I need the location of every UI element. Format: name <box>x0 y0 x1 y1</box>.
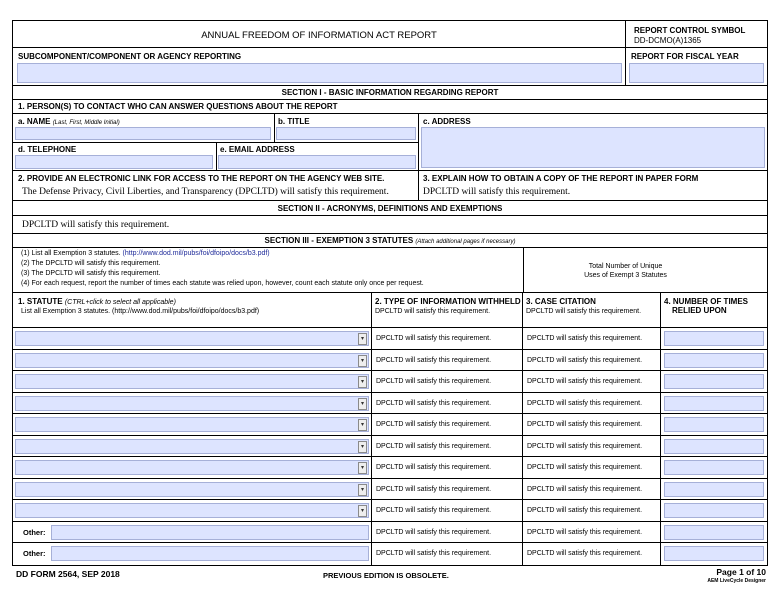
info-withheld-cell-text: DPCLTD will satisfy this requirement. <box>376 528 492 536</box>
info-withheld-cell <box>372 414 523 435</box>
statute-row <box>13 414 767 436</box>
statute-cell <box>13 479 372 500</box>
copy-label: 3. EXPLAIN HOW TO OBTAIN A COPY OF THE REPORT IN PAPER FORM <box>423 174 699 183</box>
chevron-down-icon[interactable]: ▾ <box>358 376 367 388</box>
statute-dropdown[interactable] <box>15 482 369 497</box>
address-label: c. ADDRESS <box>423 117 471 126</box>
times-relied-input[interactable] <box>664 417 764 432</box>
citation-col-header <box>523 293 661 327</box>
other-statute-input[interactable] <box>51 525 369 540</box>
times-relied-input[interactable] <box>664 353 764 368</box>
info-withheld-cell-text: DPCLTD will satisfy this requirement. <box>376 507 492 514</box>
statute-cell <box>13 350 372 371</box>
case-citation-cell <box>523 543 661 565</box>
statute-dropdown[interactable] <box>15 439 369 454</box>
info-withheld-cell-text: DPCLTD will satisfy this requirement. <box>376 378 492 385</box>
name-input[interactable] <box>15 127 271 140</box>
count-cell <box>661 350 767 371</box>
link-copy-row <box>13 171 767 201</box>
instructions-row <box>13 248 767 293</box>
section3-title: SECTION III - EXEMPTION 3 STATUTES (Attach additional pages if necessary) <box>264 236 516 245</box>
chevron-down-icon[interactable]: ▾ <box>358 355 367 367</box>
chevron-down-icon[interactable]: ▾ <box>358 441 367 453</box>
count-cell <box>661 414 767 435</box>
form-title: ANNUAL FREEDOM OF INFORMATION ACT REPORT <box>201 30 437 41</box>
statute-dropdown[interactable] <box>15 460 369 475</box>
form-id: DD FORM 2564, SEP 2018 <box>16 569 120 579</box>
link-label: 2. PROVIDE AN ELECTRONIC LINK FOR ACCESS TO THE REPORT ON THE AGENCY WEB SITE. <box>18 174 385 183</box>
statute-dropdown[interactable] <box>15 374 369 389</box>
info-withheld-cell <box>372 393 523 414</box>
statute-cell <box>13 543 372 565</box>
contact-details-row <box>13 114 767 171</box>
contact-row <box>13 100 767 114</box>
count-cell <box>661 436 767 457</box>
form-frame <box>12 20 768 566</box>
count-col-header <box>661 293 767 327</box>
chevron-down-icon[interactable]: ▾ <box>358 333 367 345</box>
count-cell <box>661 328 767 349</box>
section3-title-row <box>13 234 767 248</box>
other-label: Other: <box>23 549 46 558</box>
statute-dropdown[interactable] <box>15 396 369 411</box>
exemption3-link[interactable]: (http://www.dod.mil/pubs/foi/dfoipo/docs/b3.pdf) <box>122 250 270 257</box>
info-withheld-cell <box>372 328 523 349</box>
case-citation-cell-text: DPCLTD will satisfy this requirement. <box>527 528 643 536</box>
info-withheld-cell <box>372 479 523 500</box>
count-cell <box>661 500 767 521</box>
case-citation-cell-text: DPCLTD will satisfy this requirement. <box>527 399 643 407</box>
case-citation-cell-text: DPCLTD will satisfy this requirement. <box>527 550 643 557</box>
chevron-down-icon[interactable]: ▾ <box>358 462 367 474</box>
rcs-cell <box>626 21 767 47</box>
info-col-header <box>372 293 523 327</box>
statute-dropdown[interactable] <box>15 353 369 368</box>
rcs-value: DD-DCMO(A)1365 <box>634 36 702 45</box>
statute-row <box>13 436 767 458</box>
chevron-down-icon[interactable]: ▾ <box>358 484 367 496</box>
count-cell <box>661 393 767 414</box>
statute-cell <box>13 371 372 392</box>
case-citation-cell <box>523 479 661 500</box>
statute-cell <box>13 500 372 521</box>
instructions-cell <box>13 248 524 292</box>
name-title-subrow <box>13 114 418 143</box>
email-label: e. EMAIL ADDRESS <box>220 145 295 154</box>
times-relied-input[interactable] <box>664 503 764 518</box>
case-citation-cell <box>523 522 661 543</box>
count-cell <box>661 522 767 543</box>
case-citation-cell <box>523 457 661 478</box>
statute-col-sub: List all Exemption 3 statutes. (http://www.dod.mil/pubs/foi/dfoipo/docs/b3.pdf) <box>21 308 260 315</box>
statute-col-hint: (CTRL+click to select all applicable) <box>64 299 176 306</box>
contact-left <box>13 114 419 170</box>
link-cell <box>13 171 419 200</box>
times-relied-input[interactable] <box>664 525 764 540</box>
statute-cell <box>13 328 372 349</box>
times-relied-input[interactable] <box>664 374 764 389</box>
info-withheld-cell <box>372 500 523 521</box>
case-citation-cell <box>523 371 661 392</box>
section3-title-note: (Attach additional pages if necessary) <box>415 239 516 245</box>
case-citation-cell-text: DPCLTD will satisfy this requirement. <box>527 421 643 428</box>
designer-note: AEM LiveCycle Designer <box>707 578 766 584</box>
case-citation-cell-text: DPCLTD will satisfy this requirement. <box>527 464 643 471</box>
statute-row <box>13 479 767 501</box>
case-citation-cell <box>523 436 661 457</box>
component-input[interactable] <box>17 63 622 83</box>
info-withheld-cell-text: DPCLTD will satisfy this requirement. <box>376 442 492 450</box>
total-uses-line1: Total Number of Unique <box>588 263 663 270</box>
statute-dropdown[interactable] <box>15 331 369 346</box>
section2-title-row <box>13 201 767 216</box>
statute-row <box>13 393 767 415</box>
times-relied-input[interactable] <box>664 439 764 454</box>
statute-dropdown[interactable] <box>15 417 369 432</box>
info-withheld-cell-text: DPCLTD will satisfy this requirement. <box>376 335 492 342</box>
statute-cell <box>13 414 372 435</box>
count-cell <box>661 457 767 478</box>
component-cell <box>13 48 626 85</box>
statute-col-header <box>13 293 372 327</box>
instruction-3: (3) The DPCLTD will satisfy this requirement. <box>21 270 161 277</box>
info-withheld-cell-text: DPCLTD will satisfy this requirement. <box>376 399 492 407</box>
section2-value-row <box>13 216 767 234</box>
address-cell <box>419 114 767 170</box>
rcs-label: REPORT CONTROL SYMBOL <box>634 26 746 35</box>
statute-row <box>13 500 767 522</box>
column-header-row <box>13 293 767 328</box>
title-cell-contact <box>274 114 418 142</box>
case-citation-cell <box>523 328 661 349</box>
link-value: The Defense Privacy, Civil Liberties, and Transparency (DPCLTD) will satisfy this requirement. <box>22 187 389 197</box>
statute-row <box>13 371 767 393</box>
section1-title: SECTION I - BASIC INFORMATION REGARDING REPORT <box>281 88 499 97</box>
email-cell <box>216 142 418 170</box>
chevron-down-icon[interactable]: ▾ <box>358 419 367 431</box>
info-col-sub: DPCLTD will satisfy this requirement. <box>375 308 491 315</box>
instruction-4: (4) For each request, report the number of times each statute was relied upon, however, count each statute only once per request. <box>21 280 424 287</box>
section1-title-row <box>13 86 767 100</box>
statute-row <box>13 328 767 350</box>
statute-cell <box>13 522 372 543</box>
info-withheld-cell-text: DPCLTD will satisfy this requirement. <box>376 356 492 364</box>
instruction-1: (1) List all Exemption 3 statutes. (http://www.dod.mil/pubs/foi/dfoipo/docs/b3.pdf) <box>21 250 270 257</box>
case-citation-cell <box>523 393 661 414</box>
name-hint: (Last, First, Middle Initial) <box>52 120 120 126</box>
info-withheld-cell-text: DPCLTD will satisfy this requirement. <box>376 421 492 428</box>
total-uses-cell <box>524 248 767 292</box>
title-cell <box>13 21 626 47</box>
title-input[interactable] <box>276 127 416 140</box>
section2-value: DPCLTD will satisfy this requirement. <box>22 220 170 230</box>
info-withheld-cell <box>372 543 523 565</box>
info-withheld-cell <box>372 436 523 457</box>
title-label: b. TITLE <box>278 117 310 126</box>
copy-value: DPCLTD will satisfy this requirement. <box>423 187 571 197</box>
component-label: SUBCOMPONENT/COMPONENT OR AGENCY REPORTING <box>18 52 242 61</box>
info-withheld-cell <box>372 457 523 478</box>
count-cell <box>661 371 767 392</box>
name-label: a. NAME (Last, First, Middle Initial) <box>18 117 120 126</box>
instruction-2: (2) The DPCLTD will satisfy this requirement. <box>21 260 161 267</box>
times-relied-input[interactable] <box>664 546 764 561</box>
statute-dropdown[interactable] <box>15 503 369 518</box>
case-citation-cell <box>523 350 661 371</box>
page-number: Page 1 of 10 <box>716 567 766 577</box>
case-citation-cell-text: DPCLTD will satisfy this requirement. <box>527 378 643 385</box>
name-cell <box>13 114 275 142</box>
other-label: Other: <box>23 527 46 537</box>
case-citation-cell-text: DPCLTD will satisfy this requirement. <box>527 335 643 342</box>
statute-row <box>13 457 767 479</box>
info-withheld-cell <box>372 350 523 371</box>
other-statute-row <box>13 543 767 565</box>
telephone-cell <box>13 142 217 170</box>
obsolete-notice: PREVIOUS EDITION IS OBSOLETE. <box>323 571 449 580</box>
email-input[interactable] <box>218 155 416 169</box>
other-statute-input[interactable] <box>51 546 369 561</box>
fiscal-year-label: REPORT FOR FISCAL YEAR <box>631 52 739 61</box>
citation-col-sub: DPCLTD will satisfy this requirement. <box>526 308 642 315</box>
address-input[interactable] <box>421 127 765 168</box>
copy-cell <box>419 171 767 200</box>
phone-email-subrow <box>13 142 418 170</box>
times-relied-input[interactable] <box>664 331 764 346</box>
times-relied-input[interactable] <box>664 396 764 411</box>
telephone-input[interactable] <box>15 155 213 169</box>
info-withheld-cell <box>372 371 523 392</box>
fiscal-year-input[interactable] <box>629 63 764 83</box>
statute-col-label: 1. STATUTE (CTRL+click to select all applicable) <box>18 297 176 306</box>
info-withheld-cell-text: DPCLTD will satisfy this requirement. <box>376 464 492 471</box>
info-col-label: 2. TYPE OF INFORMATION WITHHELD <box>375 297 521 306</box>
statute-cell <box>13 457 372 478</box>
contact-label: 1. PERSON(S) TO CONTACT WHO CAN ANSWER QUESTIONS ABOUT THE REPORT <box>18 102 338 111</box>
total-uses-line2: Uses of Exempt 3 Statutes <box>584 272 667 279</box>
count-cell <box>661 543 767 565</box>
info-withheld-cell <box>372 522 523 543</box>
case-citation-cell <box>523 414 661 435</box>
statute-row <box>13 350 767 372</box>
statute-cell <box>13 436 372 457</box>
chevron-down-icon[interactable]: ▾ <box>358 505 367 517</box>
count-col-label-2: RELIED UPON <box>672 306 727 315</box>
statute-cell <box>13 393 372 414</box>
agency-row <box>13 48 767 86</box>
citation-col-label: 3. CASE CITATION <box>526 297 596 306</box>
other-statute-row <box>13 522 767 544</box>
info-withheld-cell-text: DPCLTD will satisfy this requirement. <box>376 485 492 493</box>
case-citation-cell-text: DPCLTD will satisfy this requirement. <box>527 507 643 514</box>
telephone-label: d. TELEPHONE <box>18 145 77 154</box>
fiscal-year-cell <box>626 48 767 85</box>
count-cell <box>661 479 767 500</box>
times-relied-input[interactable] <box>664 482 764 497</box>
case-citation-cell-text: DPCLTD will satisfy this requirement. <box>527 356 643 364</box>
info-withheld-cell-text: DPCLTD will satisfy this requirement. <box>376 550 492 557</box>
count-col-label-1: 4. NUMBER OF TIMES <box>664 297 749 306</box>
chevron-down-icon[interactable]: ▾ <box>358 398 367 410</box>
case-citation-cell <box>523 500 661 521</box>
section2-title: SECTION II - ACRONYMS, DEFINITIONS AND EXEMPTIONS <box>277 204 503 213</box>
case-citation-cell-text: DPCLTD will satisfy this requirement. <box>527 442 643 450</box>
times-relied-input[interactable] <box>664 460 764 475</box>
header-row <box>13 21 767 48</box>
case-citation-cell-text: DPCLTD will satisfy this requirement. <box>527 485 643 493</box>
